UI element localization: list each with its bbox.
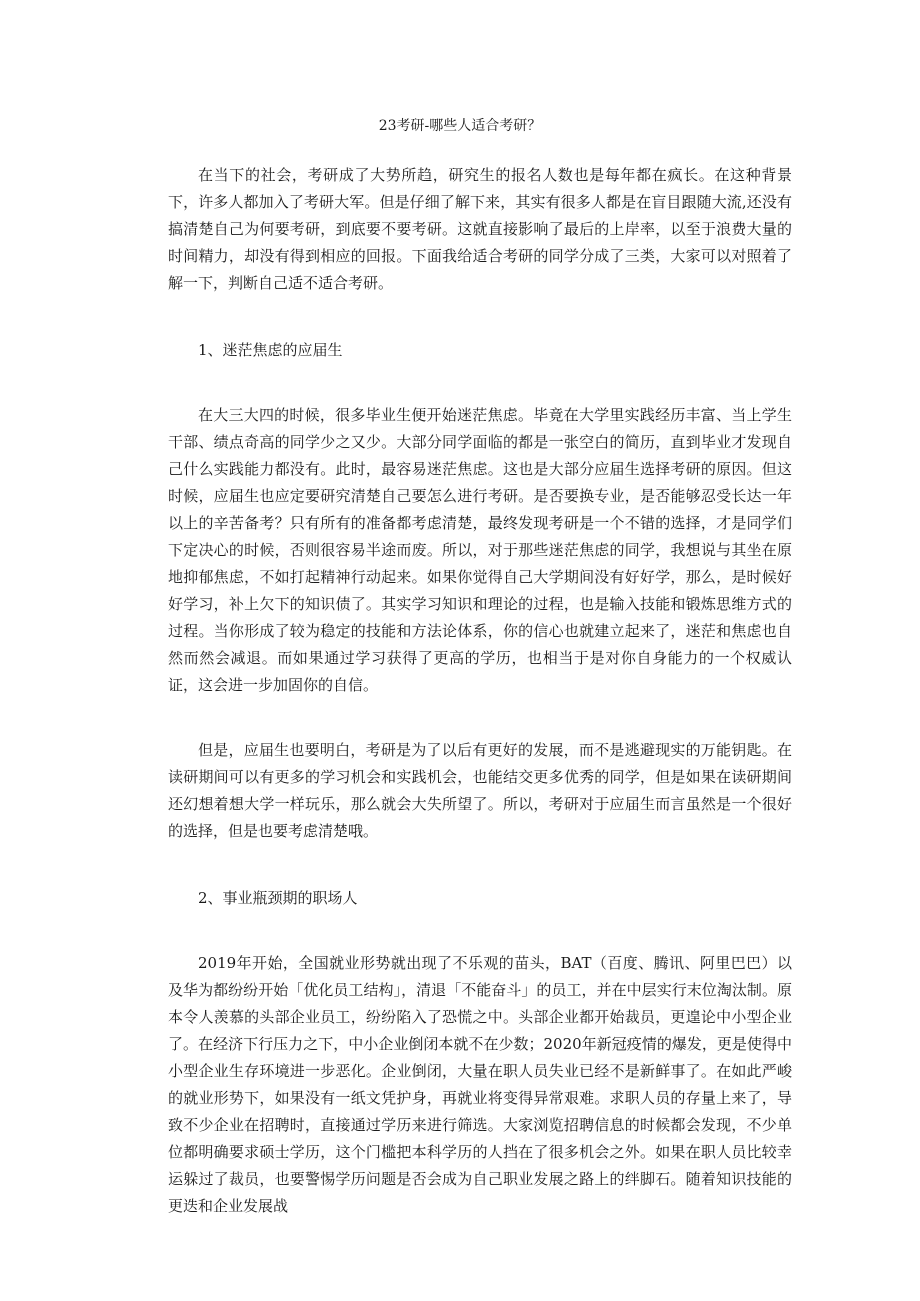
page-title: 23考研-哪些人适合考研？: [378, 118, 542, 134]
section-2-paragraph-1: 2019年开始，全国就业形势就出现了不乐观的苗头，BAT（百度、腾讯、阿里巴巴）以及华为都纷纷开始「优化员工结构」，清退「不能奋斗」的员工，并在中层实行末位淘汰制。原本令人羡慕的头部企业员工，纷纷陷入了恐慌之中。头部企业都开始裁员，更遑论中小型企业了。在经济下行压力之下，中小企业倒闭本就不在少数；2020年新冠疫情的爆发，更是使得中小型企业生存环境进一步恶化。企业倒闭，大量在职人员失业已经不是新鲜事了。在如此严峻的就业形势下，如果没有一纸文凭护身，再就业将变得异常艰难。求职人员的存量上来了，导致不少企业在招聘时，直接通过学历来进行筛选。大家浏览招聘信息的时候都会发现，不少单位都明确要求硕士学历，这个门槛把本科学历的人挡在了很多机会之外。如果在职人员比较幸运躲过了裁员，也要警惕学历问题是否会成为自己职业发展之路上的绊脚石。随着知识技能的更迭和企业发展战: [168, 954, 792, 1215]
document-body: [168, 162, 792, 1220]
section-1-paragraph-2: 但是，应届生也要明白，考研是为了以后有更好的发展，而不是逃避现实的万能钥匙。在读研期间可以有更多的学习机会和实践机会，也能结交更多优秀的同学，但是如果在读研期间还幻想着想大学一样玩乐，那么就会大失所望了。所以，考研对于应届生而言虽然是一个很好的选择，但是也要考虑清楚哦。: [168, 741, 792, 840]
intro-paragraph: 在当下的社会，考研成了大势所趋，研究生的报名人数也是每年都在疯长。在这种背景下，许多人都加入了考研大军。但是仔细了解下来，其实有很多人都是在盲目跟随大流,还没有搞清楚自己为何要考研，到底要不要考研。这就直接影响了最后的上岸率，以至于浪费大量的时间精力，却没有得到相应的回报。下面我给适合考研的同学分成了三类，大家可以对照着了解一下，判断自己适不适合考研。: [168, 166, 792, 292]
section-heading-1: 1、迷茫焦虑的应届生: [198, 341, 343, 359]
section-heading-2: 2、事业瓶颈期的职场人: [198, 889, 358, 907]
section-1-paragraph-1: 在大三大四的时候，很多毕业生便开始迷茫焦虑。毕竟在大学里实践经历丰富、当上学生干部、绩点奇高的同学少之又少。大部分同学面临的都是一张空白的简历，直到毕业才发现自己什么实践能力都没有。此时，最容易迷茫焦虑。这也是大部分应届生选择考研的原因。但这时候，应届生也应定要研究清楚自己要怎么进行考研。是否要换专业，是否能够忍受长达一年以上的辛苦备考？只有所有的准备都考虑清楚，最终发现考研是一个不错的选择，才是同学们下定决心的时候，否则很容易半途而废。所以，对于那些迷茫焦虑的同学，我想说与其坐在原地抑郁焦虑，不如打起精神行动起来。如果你觉得自己大学期间没有好好学，那么，是时候好好学习，补上欠下的知识债了。其实学习知识和理论的过程，也是输入技能和锻炼思维方式的过程。当你形成了较为稳定的技能和方法论体系，你的信心也就建立起来了，迷茫和焦虑也自然而然会减退。而如果通过学习获得了更高的学历，也相当于是对你自身能力的一个权威认证，这会进一步加固你的自信。: [168, 406, 792, 694]
